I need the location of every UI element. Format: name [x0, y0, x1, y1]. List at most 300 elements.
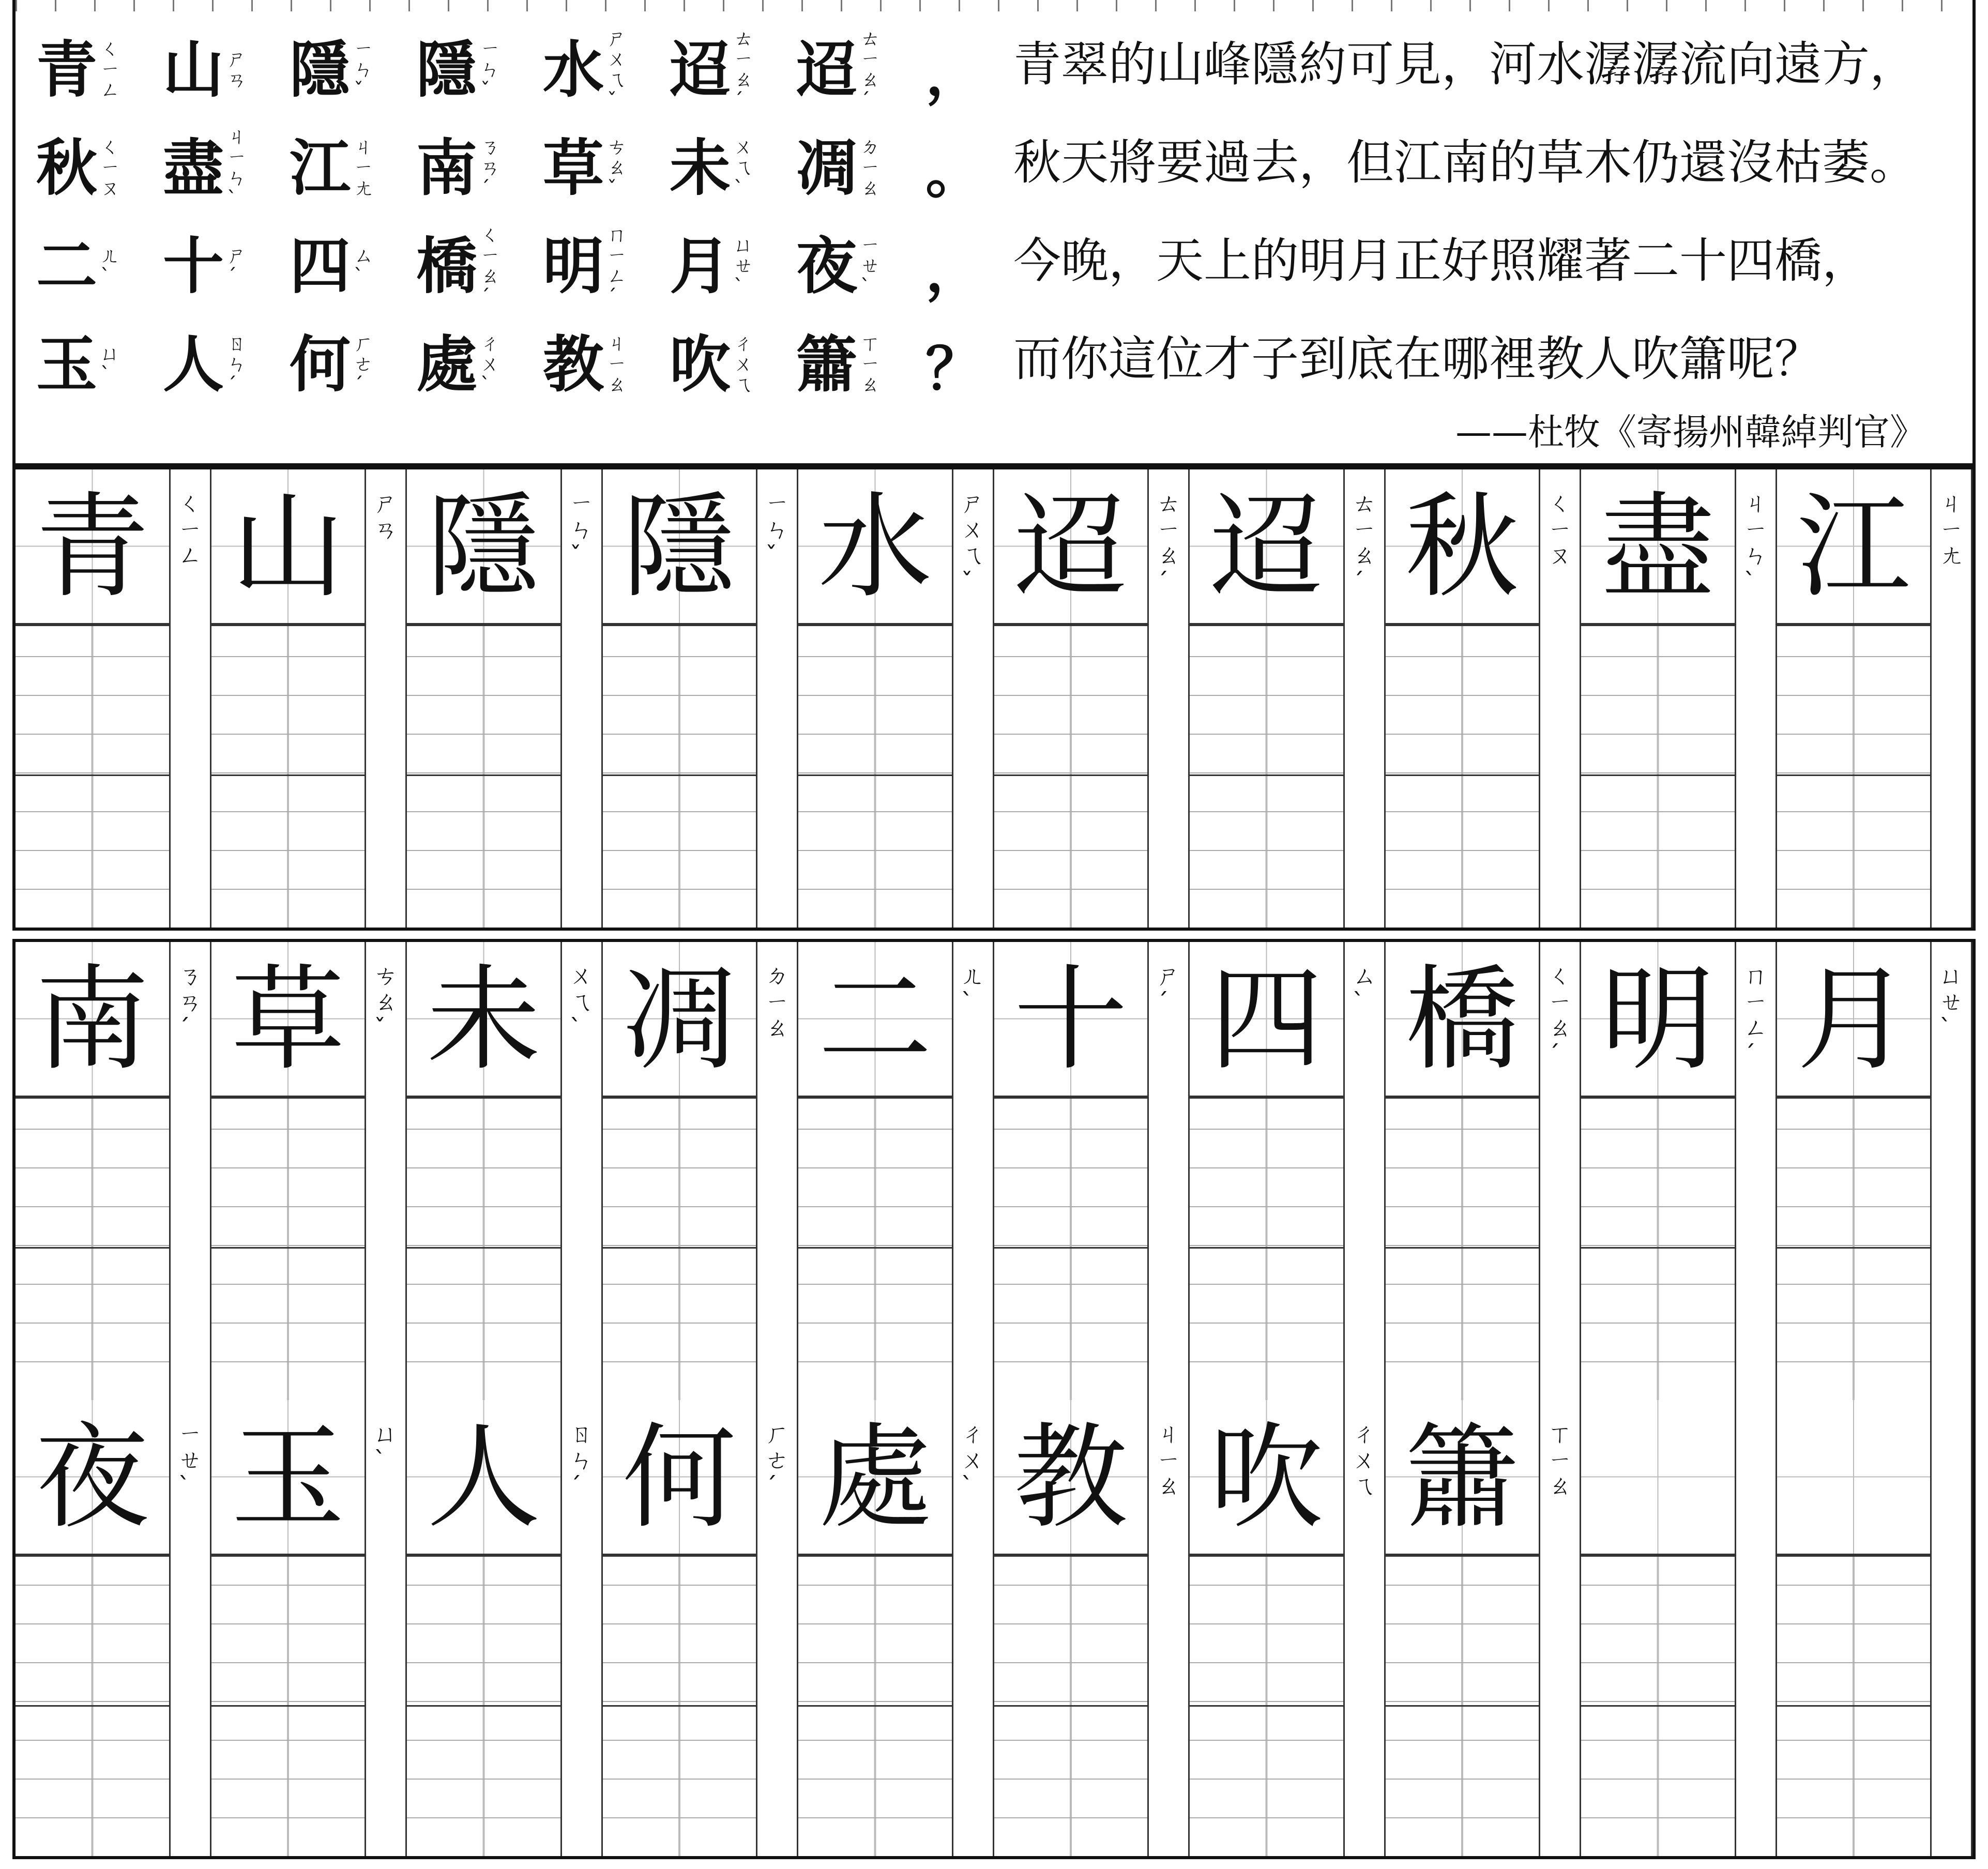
model-char-box — [211, 469, 365, 625]
practice-cell[interactable] — [1581, 469, 1736, 928]
practice-box-divider — [1190, 625, 1343, 626]
bopomofo-column — [171, 469, 211, 928]
poem-punctuation: ， — [925, 237, 982, 304]
bopomofo-text: ㄧ ㄣ ˇ — [569, 489, 594, 570]
bopomofo-column — [757, 469, 798, 928]
bopomofo-text: ㄐ ㄧ ㄤ — [1939, 489, 1964, 570]
practice-box-divider — [994, 1247, 1148, 1249]
practice-box-divider — [1581, 625, 1735, 626]
bopomofo-text: ㄑ ㄧ ㄡ — [1548, 489, 1572, 570]
practice-cell[interactable] — [407, 469, 562, 928]
poem-char-bopomofo: ㄧ ㄣ ˇ — [480, 37, 500, 101]
poem-char-bopomofo: ㄔ ㄨ ㄟ — [734, 332, 754, 396]
practice-box-divider — [798, 1705, 952, 1707]
poem-char — [163, 23, 290, 116]
practice-cell[interactable] — [1581, 1400, 1736, 1856]
model-char-box — [603, 1400, 756, 1555]
practice-box-divider — [211, 625, 365, 626]
model-char: 教 — [1013, 1411, 1128, 1544]
translation-line-4: 而你這位才子到底在哪裡教人吹簫呢？ — [1013, 331, 1823, 387]
poem-char — [290, 121, 416, 215]
model-char: 十 — [1013, 953, 1128, 1086]
poem-char-glyph: 二 — [36, 230, 98, 302]
model-char: 南 — [35, 953, 149, 1086]
poem-char-glyph: 山 — [163, 34, 224, 105]
model-char-box — [1777, 942, 1931, 1097]
poem-char — [290, 318, 416, 411]
practice-cell[interactable] — [994, 469, 1149, 928]
poem-attribution: ——杜牧《寄揚州韓綽判官》 — [1455, 411, 1926, 453]
practice-cell[interactable] — [603, 469, 758, 928]
bopomofo-column — [757, 942, 798, 1400]
practice-box-divider — [407, 1555, 560, 1557]
model-char: 隱 — [427, 481, 541, 613]
practice-box-divider — [994, 1705, 1148, 1707]
model-char: 秋 — [1405, 481, 1519, 613]
poem-char-bopomofo: ㄧ ㄝ ˋ — [860, 234, 881, 298]
poem-char-glyph: 夜 — [796, 230, 858, 302]
practice-box-divider — [1581, 1247, 1735, 1249]
practice-grid-2 — [12, 939, 1976, 1859]
model-char: 吹 — [1209, 1411, 1324, 1544]
practice-box-divider — [1386, 1097, 1539, 1099]
practice-box-divider — [1190, 1705, 1343, 1707]
model-char-box — [16, 469, 169, 625]
poem-char-glyph: 凋 — [796, 132, 858, 204]
model-char: 夜 — [35, 1411, 149, 1544]
practice-cell[interactable] — [1386, 1400, 1541, 1856]
poem-char — [543, 121, 670, 215]
practice-box-divider — [407, 1097, 560, 1099]
model-char: 處 — [818, 1411, 932, 1544]
poem-punctuation: ， — [925, 41, 982, 108]
poem-char-glyph: 教 — [543, 328, 604, 400]
practice-cell[interactable] — [798, 942, 953, 1400]
bopomofo-column — [757, 1400, 798, 1856]
practice-box-divider — [1386, 1555, 1539, 1557]
practice-cell[interactable] — [407, 1400, 562, 1856]
practice-box-divider — [16, 1555, 169, 1557]
practice-box-divider — [16, 774, 169, 776]
bopomofo-text: ㄧ ㄣ ˇ — [765, 489, 790, 570]
poem-char-glyph: 隱 — [416, 34, 478, 105]
bopomofo-text: ㄕ ˊ — [1157, 962, 1181, 1016]
practice-cell[interactable] — [1777, 942, 1932, 1400]
poem-char — [543, 220, 670, 313]
practice-box-divider — [1581, 1555, 1735, 1557]
poem-char-bopomofo: ㄨ ㄟ ˋ — [734, 135, 754, 200]
poem-char-glyph: 南 — [416, 132, 478, 204]
model-char-box — [798, 469, 952, 625]
poem-char-glyph: 橋 — [416, 230, 478, 302]
model-char-box — [1581, 1400, 1735, 1555]
bopomofo-text: ㄩ ˋ — [374, 1420, 398, 1474]
practice-box-divider — [1777, 1705, 1931, 1707]
practice-box-divider — [211, 1705, 365, 1707]
poem-char — [163, 318, 290, 411]
poem-char-glyph: 十 — [163, 230, 224, 302]
poem-line-4 — [36, 318, 985, 411]
model-char-box — [211, 1400, 365, 1555]
bopomofo-text: ㄐ ㄧ ㄠ — [1157, 1420, 1181, 1500]
bopomofo-column — [1932, 469, 1972, 928]
poem-char-bopomofo: ㄦ ˋ — [100, 244, 120, 287]
bopomofo-column — [366, 469, 407, 928]
translation-line-3: 今晚，天上的明月正好照耀著二十四橋， — [1013, 233, 1870, 288]
bopomofo-text: ㄊ ㄧ ㄠ ˊ — [1352, 489, 1376, 596]
model-char-box — [1777, 1400, 1931, 1555]
model-char-box — [994, 1400, 1148, 1555]
model-char-box — [1581, 469, 1735, 625]
bopomofo-text: ㄘ ㄠ ˇ — [374, 962, 398, 1042]
practice-grid-1 — [12, 466, 1976, 931]
poem-char — [163, 121, 290, 215]
practice-row-3 — [16, 1400, 1972, 1856]
bopomofo-text: ㄑ ㄧ ㄠ ˊ — [1548, 962, 1572, 1068]
poem-char — [416, 23, 543, 116]
practice-cell[interactable] — [16, 1400, 171, 1856]
practice-box-divider — [407, 1705, 560, 1707]
practice-cell[interactable] — [1190, 469, 1345, 928]
model-char: 迢 — [1209, 481, 1324, 613]
bopomofo-column — [1149, 1400, 1190, 1856]
poem-char-bopomofo: ㄘ ㄠ ˇ — [607, 135, 627, 200]
bopomofo-text: ㄐ ㄧ ㄣ ˋ — [1743, 489, 1768, 596]
practice-cell[interactable] — [1777, 469, 1932, 928]
poem-char — [796, 220, 923, 313]
practice-box-divider — [16, 1247, 169, 1249]
model-char: 月 — [1796, 953, 1910, 1086]
poem-char-bopomofo: ㄊ ㄧ ㄠ ˊ — [860, 27, 881, 112]
model-char-box — [1386, 1400, 1539, 1555]
practice-box-divider — [1777, 1097, 1931, 1099]
practice-cell[interactable] — [1386, 942, 1541, 1400]
practice-box-divider — [407, 1247, 560, 1249]
bopomofo-text: ㄊ ㄧ ㄠ ˊ — [1157, 489, 1181, 596]
bopomofo-column — [1345, 469, 1386, 928]
poem-char — [796, 121, 923, 215]
bopomofo-column — [1149, 942, 1190, 1400]
bopomofo-column — [1345, 942, 1386, 1400]
bopomofo-text: ㄋ ㄢ ˊ — [178, 962, 202, 1042]
model-char-box — [994, 942, 1148, 1097]
bopomofo-column — [953, 469, 994, 928]
poem-char-bopomofo: ㄖ ㄣ ˊ — [227, 332, 247, 396]
model-char-box — [16, 1400, 169, 1555]
poem-char-bopomofo: ㄋ ㄢ ˊ — [480, 135, 500, 200]
practice-box-divider — [1581, 774, 1735, 776]
bopomofo-text: ㄉ ㄧ ㄠ — [765, 962, 790, 1042]
poem-char-glyph: 玉 — [36, 328, 98, 400]
poem-char-glyph: 人 — [163, 328, 224, 400]
model-char-box — [407, 469, 560, 625]
poem-char-bopomofo: ㄐ ㄧ ㄣ ˋ — [227, 125, 247, 210]
poem-line-2 — [36, 121, 985, 215]
model-char: 簫 — [1405, 1411, 1519, 1544]
bopomofo-text: ㄏ ㄜ ˊ — [765, 1420, 790, 1500]
practice-box-divider — [798, 1247, 952, 1249]
model-char: 凋 — [622, 953, 736, 1086]
practice-box-divider — [798, 625, 952, 626]
poem-box — [12, 0, 1976, 466]
poem-char — [36, 23, 163, 116]
poem-char-bopomofo: ㄑ ㄧ ㄡ — [100, 135, 120, 200]
bopomofo-text: ㄦ ˋ — [961, 962, 985, 1016]
poem-char — [36, 318, 163, 411]
bopomofo-column — [366, 1400, 407, 1856]
bopomofo-text: ㄕ ㄨ ㄟ ˇ — [961, 489, 985, 596]
practice-box-divider — [994, 625, 1148, 626]
model-char-box — [603, 469, 756, 625]
model-char: 江 — [1796, 481, 1910, 613]
poem-char-glyph: 四 — [290, 230, 351, 302]
model-char: 草 — [231, 953, 345, 1086]
bopomofo-column — [562, 942, 603, 1400]
bopomofo-column — [562, 469, 603, 928]
bopomofo-text: ㄔ ㄨ ㄟ — [1352, 1420, 1376, 1500]
poem-char-glyph: 青 — [36, 34, 98, 105]
practice-box-divider — [1581, 1097, 1735, 1099]
bopomofo-column — [1345, 1400, 1386, 1856]
poem-char — [670, 220, 796, 313]
bopomofo-column — [562, 1400, 603, 1856]
bopomofo-text: ㄑ ㄧ ㄥ — [178, 489, 202, 570]
bopomofo-column — [953, 942, 994, 1400]
bopomofo-text: ㄔ ㄨ ˋ — [961, 1420, 985, 1500]
poem-char — [416, 318, 543, 411]
practice-box-divider — [603, 774, 756, 776]
poem-char-glyph: 吹 — [670, 328, 731, 400]
poem-char-bopomofo: ㄧ ㄣ ˇ — [354, 37, 374, 101]
practice-cell[interactable] — [1190, 942, 1345, 1400]
practice-box-divider — [1777, 1247, 1931, 1249]
model-char: 二 — [818, 953, 932, 1086]
bopomofo-text: ㄩ ㄝ ˋ — [1939, 962, 1964, 1042]
bopomofo-text: ㄙ ˋ — [1352, 962, 1376, 1016]
practice-row-2 — [16, 942, 1972, 1400]
model-char: 玉 — [231, 1411, 345, 1544]
poem-char-glyph: 處 — [416, 328, 478, 400]
practice-box-divider — [211, 1555, 365, 1557]
practice-box-divider — [603, 1247, 756, 1249]
practice-box-divider — [1386, 1705, 1539, 1707]
bopomofo-column — [953, 1400, 994, 1856]
practice-box-divider — [1190, 1555, 1343, 1557]
model-char: 明 — [1601, 953, 1715, 1086]
model-char-box — [16, 942, 169, 1097]
practice-box-divider — [1581, 1705, 1735, 1707]
bopomofo-column — [1540, 469, 1581, 928]
poem-char-glyph: 明 — [543, 230, 604, 302]
practice-box-divider — [211, 1097, 365, 1099]
model-char: 隱 — [622, 481, 736, 613]
model-char-box — [1190, 1400, 1343, 1555]
practice-box-divider — [1777, 1555, 1931, 1557]
practice-cell[interactable] — [603, 1400, 758, 1856]
bopomofo-column — [1736, 1400, 1777, 1856]
model-char-box — [994, 469, 1148, 625]
practice-box-divider — [407, 625, 560, 626]
practice-box-divider — [603, 1555, 756, 1557]
model-char: 橋 — [1405, 953, 1519, 1086]
poem-char-bopomofo: ㄔ ㄨ ˋ — [480, 332, 500, 396]
bopomofo-text: ㄨ ㄟ ˋ — [569, 962, 594, 1042]
poem-char-glyph: 月 — [670, 230, 731, 302]
poem-char-glyph: 何 — [290, 328, 351, 400]
poem-char-glyph: 秋 — [36, 132, 98, 204]
bopomofo-text: ㄇ ㄧ ㄥ ˊ — [1743, 962, 1768, 1068]
poem-line-3 — [36, 220, 985, 313]
bopomofo-text: ㄕ ㄢ — [374, 489, 398, 543]
poem-char-bopomofo: ㄊ ㄧ ㄠ ˊ — [734, 27, 754, 112]
practice-cell[interactable] — [16, 469, 171, 928]
model-char: 水 — [818, 481, 932, 613]
translation-line-1: 青翠的山峰隱約可見，河水潺潺流向遠方， — [1013, 37, 1918, 92]
practice-cell[interactable] — [1386, 469, 1541, 928]
practice-box-divider — [211, 774, 365, 776]
poem-char-bopomofo: ㄕ ㄢ — [227, 48, 247, 91]
model-char — [1581, 1400, 1735, 1555]
practice-cell[interactable] — [211, 1400, 367, 1856]
model-char: 四 — [1209, 953, 1324, 1086]
model-char: 山 — [231, 481, 345, 613]
poem-char — [543, 318, 670, 411]
practice-box-divider — [1386, 1247, 1539, 1249]
practice-cell[interactable] — [798, 1400, 953, 1856]
poem-char-bopomofo: ㄐ ㄧ ㄠ — [607, 332, 627, 396]
bopomofo-text: ㄧ ㄝ ˋ — [178, 1420, 202, 1500]
practice-cell[interactable] — [211, 942, 367, 1400]
practice-cell[interactable] — [798, 469, 953, 928]
bopomofo-column — [1736, 942, 1777, 1400]
poem-char-bopomofo: ㄉ ㄧ ㄠ — [860, 135, 881, 200]
practice-box-divider — [16, 1097, 169, 1099]
practice-box-divider — [1777, 625, 1931, 626]
bopomofo-column — [1932, 1400, 1972, 1856]
poem-punctuation: 。 — [925, 139, 982, 206]
model-char: 迢 — [1013, 481, 1128, 613]
practice-box-divider — [994, 1555, 1148, 1557]
poem-char-bopomofo: ㄑ ㄧ ㄥ — [100, 37, 120, 101]
poem-char-bopomofo: ㄙ ˋ — [354, 244, 374, 287]
poem-char-bopomofo: ㄇ ㄧ ㄥ ˊ — [607, 223, 627, 308]
model-char-box — [603, 942, 756, 1097]
model-char-box — [407, 942, 560, 1097]
practice-cell[interactable] — [1581, 942, 1736, 1400]
model-char: 何 — [622, 1411, 736, 1544]
poem-char — [796, 318, 923, 411]
model-char-box — [211, 942, 365, 1097]
poem-char — [163, 220, 290, 313]
model-char-box — [798, 942, 952, 1097]
practice-box-divider — [798, 1097, 952, 1099]
poem-char-bopomofo: ㄏ ㄜ ˊ — [354, 332, 374, 396]
poem-char — [36, 220, 163, 313]
poem-char-bopomofo: ㄕ ㄨ ㄟ ˇ — [607, 27, 627, 112]
model-char: 青 — [35, 481, 149, 613]
practice-box-divider — [1386, 625, 1539, 626]
poem-char-bopomofo: ㄑ ㄧ ㄠ ˊ — [480, 223, 500, 308]
bopomofo-text: ㄖ ㄣ ˊ — [569, 1420, 594, 1500]
practice-cell[interactable] — [1190, 1400, 1345, 1856]
poem-char-glyph: 簫 — [796, 328, 858, 400]
poem-char — [796, 23, 923, 116]
practice-box-divider — [1190, 1097, 1343, 1099]
practice-cell[interactable] — [211, 469, 367, 928]
model-char-box — [1777, 469, 1931, 625]
practice-box-divider — [1190, 774, 1343, 776]
poem-char-glyph: 草 — [543, 132, 604, 204]
translation-line-2: 秋天將要過去，但江南的草木仍還沒枯萎。 — [1013, 135, 1918, 190]
model-char: 盡 — [1601, 481, 1715, 613]
practice-cell[interactable] — [994, 1400, 1149, 1856]
practice-box-divider — [603, 1705, 756, 1707]
poem-line-1 — [36, 23, 985, 116]
bopomofo-column — [1149, 469, 1190, 928]
poem-char — [543, 23, 670, 116]
practice-box-divider — [994, 1097, 1148, 1099]
practice-cell[interactable] — [603, 942, 758, 1400]
practice-box-divider — [16, 1705, 169, 1707]
poem-char — [416, 121, 543, 215]
practice-box-divider — [994, 774, 1148, 776]
practice-cell[interactable] — [407, 942, 562, 1400]
poem-char-bopomofo: ㄩ ˋ — [100, 342, 120, 386]
model-char-box — [1190, 942, 1343, 1097]
bopomofo-column — [1540, 1400, 1581, 1856]
bopomofo-text: ㄒ ㄧ ㄠ — [1548, 1420, 1572, 1500]
practice-box-divider — [1777, 774, 1931, 776]
poem-punctuation: ？ — [925, 336, 982, 402]
practice-box-divider — [603, 1097, 756, 1099]
poem-char-glyph: 未 — [670, 132, 731, 204]
poem-char — [36, 121, 163, 215]
poem-char — [290, 23, 416, 116]
model-char: 未 — [427, 953, 541, 1086]
model-char-box — [1386, 942, 1539, 1097]
poem-char-glyph: 水 — [543, 34, 604, 105]
model-char — [1777, 1400, 1931, 1555]
practice-box-divider — [798, 1555, 952, 1557]
practice-box-divider — [1386, 774, 1539, 776]
bopomofo-column — [171, 942, 211, 1400]
practice-box-divider — [407, 774, 560, 776]
practice-box-divider — [211, 1247, 365, 1249]
model-char-box — [407, 1400, 560, 1555]
model-char-box — [798, 1400, 952, 1555]
poem-char-glyph: 隱 — [290, 34, 351, 105]
poem-char — [670, 23, 796, 116]
practice-box-divider — [798, 774, 952, 776]
bopomofo-column — [1736, 469, 1777, 928]
model-char-box — [1581, 942, 1735, 1097]
practice-cell[interactable] — [1777, 1400, 1932, 1856]
poem-char — [290, 220, 416, 313]
poem-char-glyph: 迢 — [670, 34, 731, 105]
poem-char-bopomofo: ㄐ ㄧ ㄤ — [354, 135, 374, 200]
bopomofo-column — [1932, 942, 1972, 1400]
practice-cell[interactable] — [16, 942, 171, 1400]
practice-box-divider — [1190, 1247, 1343, 1249]
poem-char — [670, 121, 796, 215]
poem-char-bopomofo: ㄩ ㄝ ˋ — [734, 234, 754, 298]
top-ruler-ticks — [16, 0, 1972, 11]
poem-char — [670, 318, 796, 411]
model-char-box — [1386, 469, 1539, 625]
practice-row-1 — [16, 469, 1972, 928]
practice-cell[interactable] — [994, 942, 1149, 1400]
poem-char-bopomofo: ㄒ ㄧ ㄠ — [860, 332, 881, 396]
